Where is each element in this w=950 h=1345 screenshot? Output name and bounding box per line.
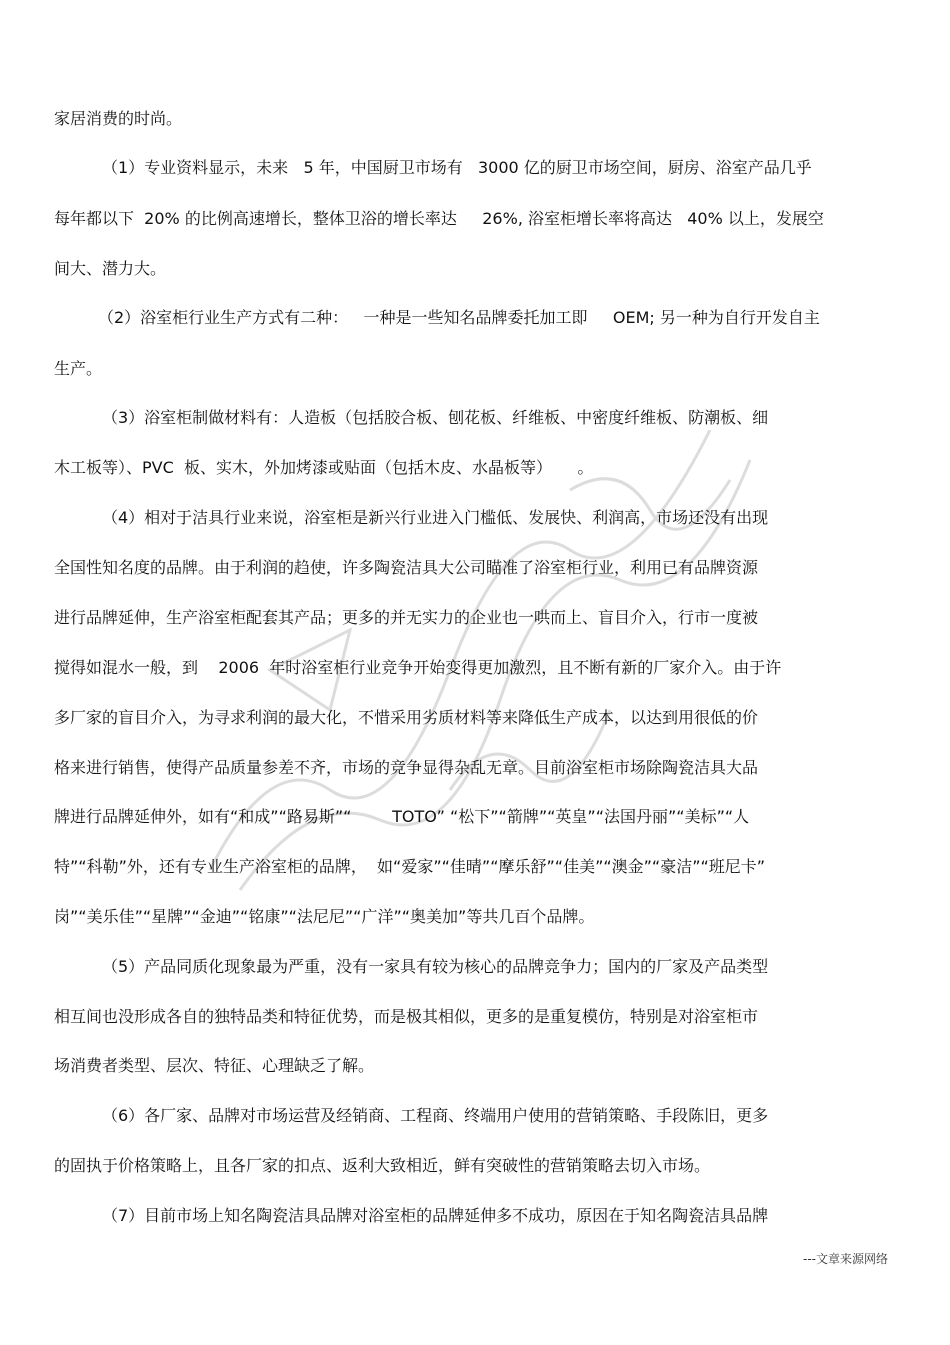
text-line-11: 进行品牌延伸，生产浴室柜配套其产品；更多的并无实力的企业也一哄而上、盲目介入，行市一度被 [54,608,759,627]
text-line-8: 木工板等）、PVC 板、实木，外加烤漆或贴面（包括木皮、水晶板等） 。 [54,458,594,477]
text-line-16: 特”“科勒”外，还有专业生产浴室柜的品牌， 如“爱家”“佳晴”“摩乐舒”“佳美”“澳金”“豪洁”“班尼卡” [54,857,766,876]
text-line-5: （2）浴室柜行业生产方式有二种： 一种是一些知名品牌委托加工即 OEM; 另一种为自行开发自主 [98,308,820,327]
text-line-1: 家居消费的时尚。 [54,109,183,128]
text-line-10: 全国性知名度的品牌。由于利润的趋使，许多陶瓷洁具大公司瞄准了浴室柜行业，利用已有品牌资源 [54,558,759,577]
text-line-13: 多厂家的盲目介入，为寻求利润的最大化，不惜采用劣质材料等来降低生产成本，以达到用很低的价 [54,708,759,727]
text-line-17: 岗”“美乐佳”“星牌”“金迪”“铭康”“法尼尼”“广洋”“奥美加”等共几百个品牌。 [54,907,595,926]
text-line-21: （6）各厂家、品牌对市场运营及经销商、工程商、终端用户使用的营销策略、手段陈旧，更多 [102,1106,769,1125]
text-line-20: 场消费者类型、层次、特征、心理缺乏了解。 [54,1056,375,1075]
page-footer-source: ---文章来源网络 [803,1252,888,1266]
text-line-14: 格来进行销售，使得产品质量参差不齐，市场的竞争显得杂乱无章。目前浴室柜市场除陶瓷洁具大品 [54,758,759,777]
text-line-15: 牌进行品牌延伸外，如有“和成”“路易斯”“ TOTO” “松下”“箭牌”“英皇”“法国丹丽”“美标”“人 [54,807,750,826]
text-line-9: （4）相对于洁具行业来说，浴室柜是新兴行业进入门槛低、发展快、利润高，市场还没有出现 [102,508,769,527]
text-line-23: （7）目前市场上知名陶瓷洁具品牌对浴室柜的品牌延伸多不成功，原因在于知名陶瓷洁具品牌 [102,1206,769,1225]
text-line-3: 每年都以下 20% 的比例高速增长，整体卫浴的增长率达 26%, 浴室柜增长率将高达 40% 以上，发展空 [54,209,824,228]
text-line-12: 搅得如混水一般，到 2006 年时浴室柜行业竞争开始变得更加激烈，且不断有新的厂家介入。由于许 [54,658,782,677]
text-line-6: 生产。 [54,359,103,378]
text-line-7: （3）浴室柜制做材料有：人造板（包括胶合板、刨花板、纤维板、中密度纤维板、防潮板、细 [102,408,769,427]
text-line-22: 的固执于价格策略上，且各厂家的扣点、返利大致相近，鲜有突破性的营销策略去切入市场。 [54,1156,711,1175]
text-line-4: 间大、潜力大。 [54,259,167,278]
text-line-19: 相互间也没形成各自的独特品类和特征优势，而是极其相似，更多的是重复模仿，特别是对浴室柜市 [54,1007,759,1026]
watermark-stamp [150,370,810,930]
text-line-18: （5）产品同质化现象最为严重，没有一家具有较为核心的品牌竞争力；国内的厂家及产品类型 [102,957,769,976]
text-line-2: （1）专业资料显示，未来 5 年，中国厨卫市场有 3000 亿的厨卫市场空间，厨房、浴室产品几乎 [102,158,812,177]
